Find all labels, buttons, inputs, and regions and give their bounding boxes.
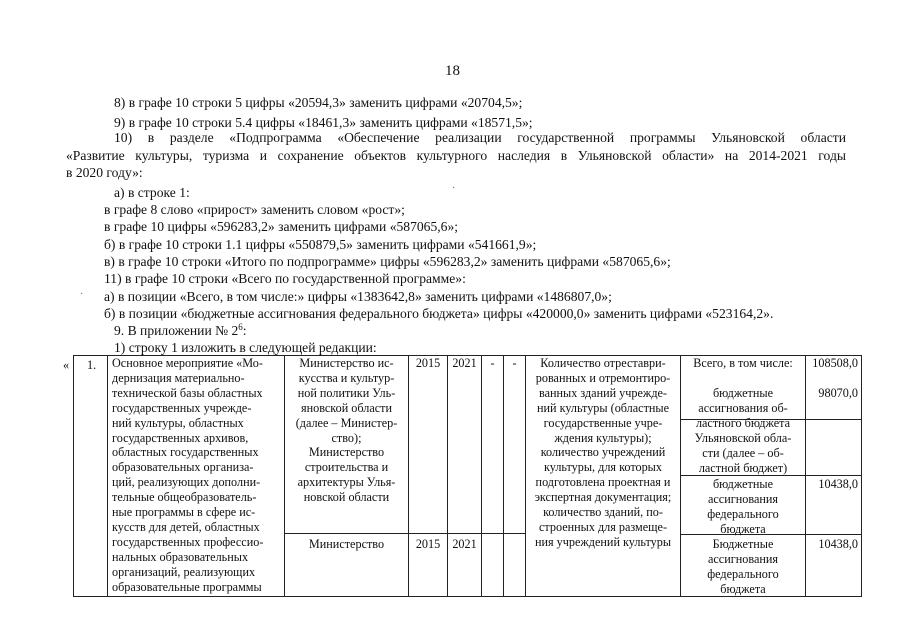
finance-source-cell [681,477,805,537]
description-line: кусств для детей, областных [112,519,260,534]
description-line: технической базы областных [112,385,263,400]
description-line: государственных учрежде- [112,400,252,415]
paragraph-line [114,322,247,339]
indicator-line: экспертная документация; [534,490,672,505]
finance-source-cell [681,356,805,371]
appendix-tail: : [242,323,247,338]
paragraph-line: б) в графе 10 строки 1.1 цифры «550879,5» заменить цифрами «541661,9»; [104,237,537,252]
indicator-line: ния учреждений культуры [534,534,672,549]
opening-quote: « [63,358,70,372]
paragraph-line: б) в позиции «бюджетные ассигнования федерального бюджета» цифры «420000,0» заменить цифрами «523164,2». [104,306,774,321]
end-year: 2021 [452,356,477,370]
description-line: нальных образовательных [112,549,249,564]
dash-cell: - [490,356,495,370]
executor-line: строительства и [304,460,389,475]
paragraph-line: 11) в графе 10 строки «Всего по государственной программе»: [104,271,466,286]
paragraph-line: а) в строке 1: [114,185,190,200]
page-number: 18 [445,63,460,79]
description-line: дернизация материально- [112,370,245,385]
executor-line: (далее – Министер- [295,415,398,430]
indicator-line: государственные учре- [543,415,663,430]
scan-speck: · [452,183,456,194]
finance-source-line: ластного бюджета [695,415,791,430]
indicator-line: количество учреждений [540,445,666,460]
description-line: тельные общеобразователь- [112,490,257,505]
executor-line: Министерство [308,445,385,460]
paragraph-line: а) в позиции «Всего, в том числе:» цифры «1383642,8» заменить цифрами «1486807,0»; [104,289,612,304]
finance-source-line: федерального [707,566,779,581]
executor-cell [285,356,408,505]
finance-source-line: ластной бюджет) [698,460,788,475]
start-year: 2015 [415,356,441,370]
executor-line: Министерство ис- [299,356,394,370]
finance-source-line: федерального [707,506,779,521]
finance-value: 108508,0 [812,356,858,370]
start-year: 2015 [415,537,441,551]
finance-source-line: Всего, в том числе: [693,356,793,370]
finance-source-line: бюджетные [712,386,773,400]
indicator-line: ний культуры (областные [536,400,670,415]
executor-line: новской области [303,490,390,505]
indicator-line: ванных зданий учрежде- [538,385,667,400]
indicator-line: рованных и отремонтиро- [535,370,671,385]
appendix-text: 9. В приложении № 2 [114,323,239,338]
finance-source-line: Ульяновской обла- [694,430,792,445]
description-line: государственных профессио- [112,534,264,549]
executor-line: ство); [331,430,362,445]
indicator-line: Количество отреставри- [540,356,666,370]
finance-source-line: бюджета [720,581,766,596]
description-line: ций, реализующих дополни- [112,475,261,490]
finance-source-line: сти (далее – об- [702,445,784,460]
executor-line: яновской области [300,400,393,415]
finance-source-line: ассигнования [707,551,779,566]
finance-source-cell [681,537,805,597]
paragraph-line: в 2020 году»: [66,165,143,180]
paragraph-line: 10) в разделе «Подпрограмма «Обеспечение реализации государственной программы Ульяновской области [114,130,846,145]
dash-cell: - [512,356,517,370]
finance-value: 98070,0 [818,386,858,400]
indicator-line: строенных для размеще- [538,519,668,534]
finance-source-line: ассигнования [707,491,779,506]
indicator-line: ждения культуры); [554,430,652,445]
row-number: 1. [87,358,97,372]
amendment-table [63,355,862,597]
finance-source-line: Бюджетные [712,537,774,551]
end-year: 2021 [452,537,477,551]
executor-line: кусства и культур- [298,370,395,385]
description-line: государственных архивов, [112,430,249,445]
finance-source-line: бюджета [720,521,766,536]
indicator-line: подготовлена проектная и [535,475,671,490]
paragraph-line: в графе 8 слово «прирост» заменить словом «рост»; [104,202,405,217]
description-line: образовательных организа- [112,460,254,475]
appendix-superscript: 6 [238,322,243,332]
finance-source-cell [681,386,805,475]
indicator-cell [526,356,680,550]
paragraph-line: в графе 10 цифры «596283,2» заменить цифрами «587065,6»; [104,219,459,234]
paragraph-line: в) в графе 10 строки «Итого по подпрограмме» цифры «596283,2» заменить цифрами «587065,6»; [104,254,671,269]
finance-source-line: ассигнования об- [698,400,788,415]
description-line: организаций, реализующих [112,564,256,579]
executor-cell: Министерство [308,537,385,551]
description-line: Основное мероприятие «Мо- [112,356,263,370]
paragraph-line: 8) в графе 10 строки 5 цифры «20594,3» заменить цифрами «20704,5»; [114,95,523,110]
executor-line: ной политики Уль- [297,385,396,400]
description-line: областных государственных [112,445,259,460]
finance-value: 10438,0 [818,477,858,491]
executor-line: архитектуры Улья- [297,475,396,490]
paragraph-line: «Развитие культуры, туризма и сохранение объектов культурного наследия в Ульяновской области» на 2014-2021 годы [66,148,846,163]
finance-source-line: бюджетные [712,477,773,491]
paragraph-line: 1) строку 1 изложить в следующей редакции: [114,340,377,355]
description-line: ные программы в сфере ис- [112,505,256,520]
activity-description-cell [112,356,280,595]
indicator-line: количество зданий, по- [543,505,663,520]
scan-speck: · [80,289,84,300]
paragraph-line: 9) в графе 10 строки 5.4 цифры «18461,3» заменить цифрами «18571,5»; [114,115,533,130]
finance-value: 10438,0 [818,537,858,551]
description-line: образовательные программы [112,579,262,594]
indicator-line: культуры, для которых [544,460,662,475]
description-line: ний культуры, областных [112,415,244,430]
